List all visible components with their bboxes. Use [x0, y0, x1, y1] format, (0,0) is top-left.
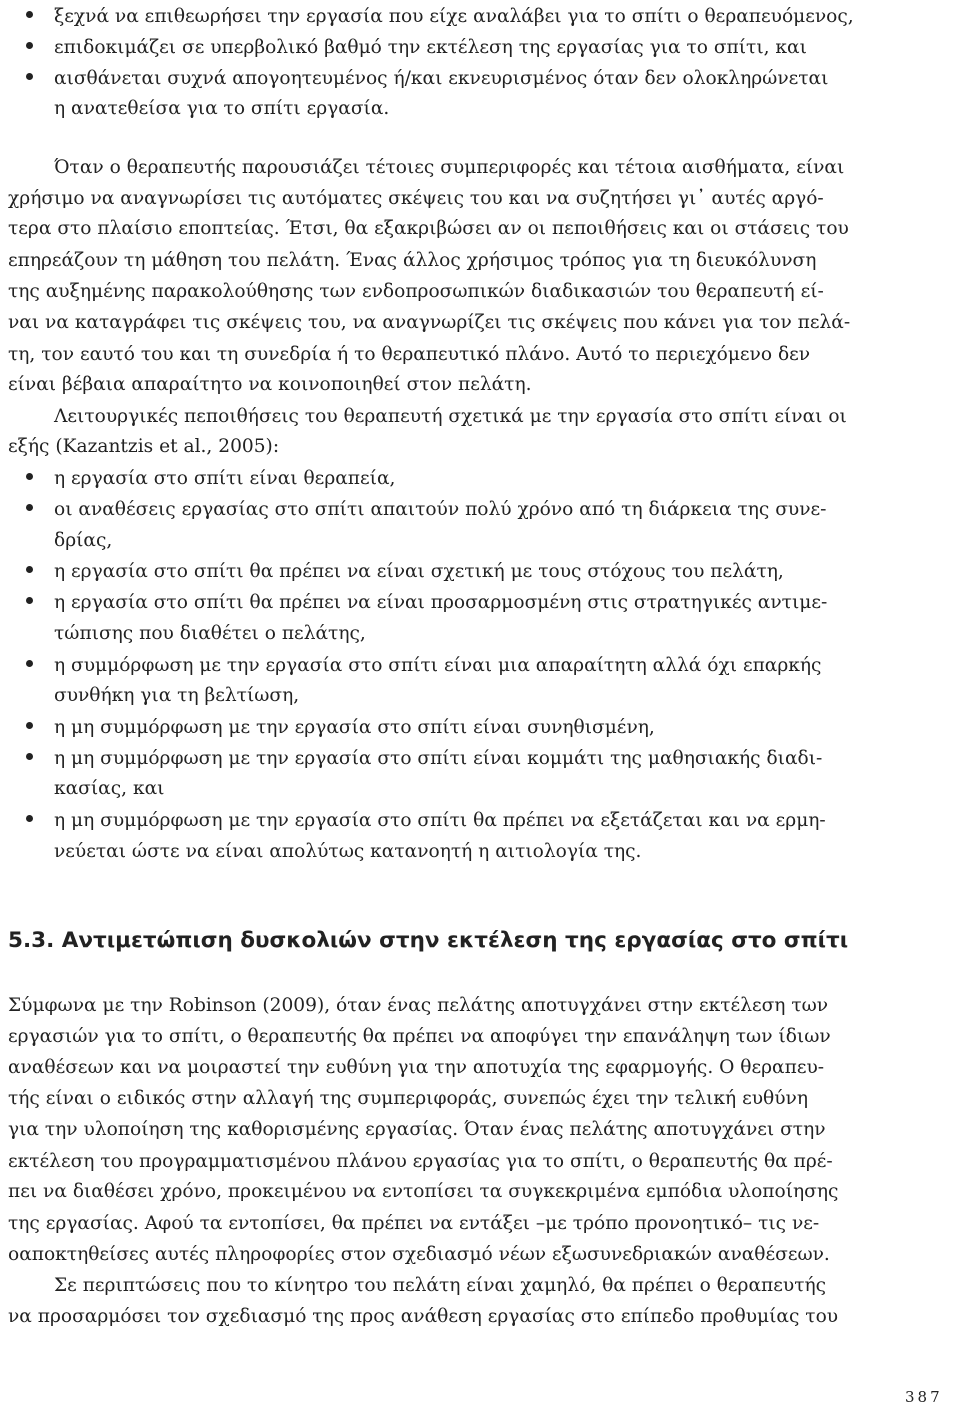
bullet-dot: [26, 815, 33, 822]
paragraph-line: για την υλοποίηση της καθορισμένης εργασίας. Όταν ένας πελάτης αποτυγχάνει στην: [8, 1119, 826, 1140]
paragraph-line: εργασιών για το σπίτι, ο θεραπευτής θα πρέπει να αποφύγει την επανάληψη των ίδιων: [8, 1026, 831, 1047]
list-item-continuation: τώπισης που διαθέτει ο πελάτης,: [54, 623, 366, 644]
list-item: ξεχνά να επιθεωρήσει την εργασία που είχε αναλάβει για το σπίτι ο θεραπευόμενος,: [54, 6, 854, 27]
bullet-dot: [26, 722, 33, 729]
paragraph-line: να προσαρμόσει τον σχεδιασμό της προς ανάθεση εργασίας στο επίπεδο προθυμίας του: [8, 1306, 839, 1327]
bullet-dot: [26, 597, 33, 604]
paragraph-line: εξής (Kazantzis et al., 2005):: [8, 436, 280, 457]
paragraph-line: τη, τον εαυτό του και τη συνεδρία ή το θεραπευτικό πλάνο. Αυτό το περιεχόμενο δεν: [8, 344, 811, 365]
list-item-continuation: δρίας,: [54, 530, 113, 551]
paragraph-line: της εργασίας. Αφού τα εντοπίσει, θα πρέπει να εντάξει –με τρόπο προνοητικό– τις νε-: [8, 1213, 820, 1234]
list-item-continuation: συνθήκη για τη βελτίωση,: [54, 685, 300, 706]
list-item: αισθάνεται συχνά απογοητευμένος ή/και εκνευρισμένος όταν δεν ολοκληρώνεται: [54, 68, 829, 89]
list-item: η εργασία στο σπίτι θα πρέπει να είναι σχετική με τους στόχους του πελάτη,: [54, 561, 784, 582]
paragraph-line: Όταν ο θεραπευτής παρουσιάζει τέτοιες συμπεριφορές και τέτοια αισθήματα, είναι: [54, 157, 845, 178]
paragraph-line: οαποκτηθείσες αυτές πληροφορίες στον σχεδιασμό νέων εξωσυνεδριακών αναθέσεων.: [8, 1244, 830, 1265]
bullet-dot: [26, 42, 33, 49]
paragraph-line: αναθέσεων και να μοιραστεί την ευθύνη για την αποτυχία της εφαρμογής. Ο θεραπευ-: [8, 1057, 825, 1078]
paragraph-line: της αυξημένης παρακολούθησης των ενδοπροσωπικών διαδικασιών του θεραπευτή εί-: [8, 281, 824, 302]
list-item: η μη συμμόρφωση με την εργασία στο σπίτι θα πρέπει να εξετάζεται και να ερμη-: [54, 810, 826, 831]
paragraph-line: Σε περιπτώσεις που το κίνητρο του πελάτη είναι χαμηλό, θα πρέπει ο θεραπευτής: [54, 1275, 827, 1296]
list-item-continuation: η ανατεθείσα για το σπίτι εργασία.: [54, 98, 390, 119]
bullet-dot: [26, 566, 33, 573]
paragraph-line: επηρεάζουν τη μάθηση του πελάτη. Ένας άλλος χρήσιμος τρόπος για τη διευκόλυνση: [8, 250, 817, 271]
section-heading: 5.3. Αντιμετώπιση δυσκολιών στην εκτέλεση της εργασίας στο σπίτι: [8, 928, 849, 953]
bullet-dot: [26, 11, 33, 18]
list-item: η εργασία στο σπίτι θα πρέπει να είναι προσαρμοσμένη στις στρατηγικές αντιμε-: [54, 592, 828, 613]
paragraph-line: εκτέλεση του προγραμματισμένου πλάνου εργασίας για το σπίτι, ο θεραπευτής θα πρέ-: [8, 1151, 833, 1172]
list-item-continuation: νεύεται ώστε να είναι απολύτως κατανοητή η αιτιολογία της.: [54, 841, 642, 862]
list-item: οι αναθέσεις εργασίας στο σπίτι απαιτούν πολύ χρόνο από τη διάρκεια της συνε-: [54, 499, 827, 520]
bullet-dot: [26, 504, 33, 511]
bullet-dot: [26, 473, 33, 480]
list-item: επιδοκιμάζει σε υπερβολικό βαθμό την εκτέλεση της εργασίας για το σπίτι, και: [54, 37, 807, 58]
paragraph-line: Σύμφωνα με την Robinson (2009), όταν ένας πελάτης αποτυγχάνει στην εκτέλεση των: [8, 995, 829, 1016]
paragraph-line: τής είναι ο ειδικός στην αλλαγή της συμπεριφοράς, συνεπώς έχει την τελική ευθύνη: [8, 1088, 808, 1109]
paragraph-line: χρήσιμο να αναγνωρίσει τις αυτόματες σκέψεις του και να συζητήσει γι᾽ αυτές αργό-: [8, 188, 824, 209]
bullet-dot: [26, 753, 33, 760]
list-item: η συμμόρφωση με την εργασία στο σπίτι είναι μια απαραίτητη αλλά όχι επαρκής: [54, 655, 822, 676]
list-item: η εργασία στο σπίτι είναι θεραπεία,: [54, 468, 396, 489]
paragraph-line: είναι βέβαια απαραίτητο να κοινοποιηθεί στον πελάτη.: [8, 374, 532, 395]
page-number: 387: [905, 1388, 943, 1406]
paragraph-line: τερα στο πλαίσιο εποπτείας. Έτσι, θα εξακριβώσει αν οι πεποιθήσεις και οι στάσεις του: [8, 218, 849, 239]
list-item: η μη συμμόρφωση με την εργασία στο σπίτι είναι συνηθισμένη,: [54, 717, 655, 738]
list-item: η μη συμμόρφωση με την εργασία στο σπίτι είναι κομμάτι της μαθησιακής διαδι-: [54, 748, 823, 769]
paragraph-line: πει να διαθέσει χρόνο, προκειμένου να εντοπίσει τα συγκεκριμένα εμπόδια υλοποίησης: [8, 1181, 839, 1202]
list-item-continuation: κασίας, και: [54, 778, 165, 799]
paragraph-line: ναι να καταγράφει τις σκέψεις του, να αναγνωρίζει τις σκέψεις που κάνει για τον πελά-: [8, 312, 851, 333]
bullet-dot: [26, 73, 33, 80]
paragraph-line: Λειτουργικές πεποιθήσεις του θεραπευτή σχετικά με την εργασία στο σπίτι είναι οι: [54, 406, 847, 427]
bullet-dot: [26, 660, 33, 667]
